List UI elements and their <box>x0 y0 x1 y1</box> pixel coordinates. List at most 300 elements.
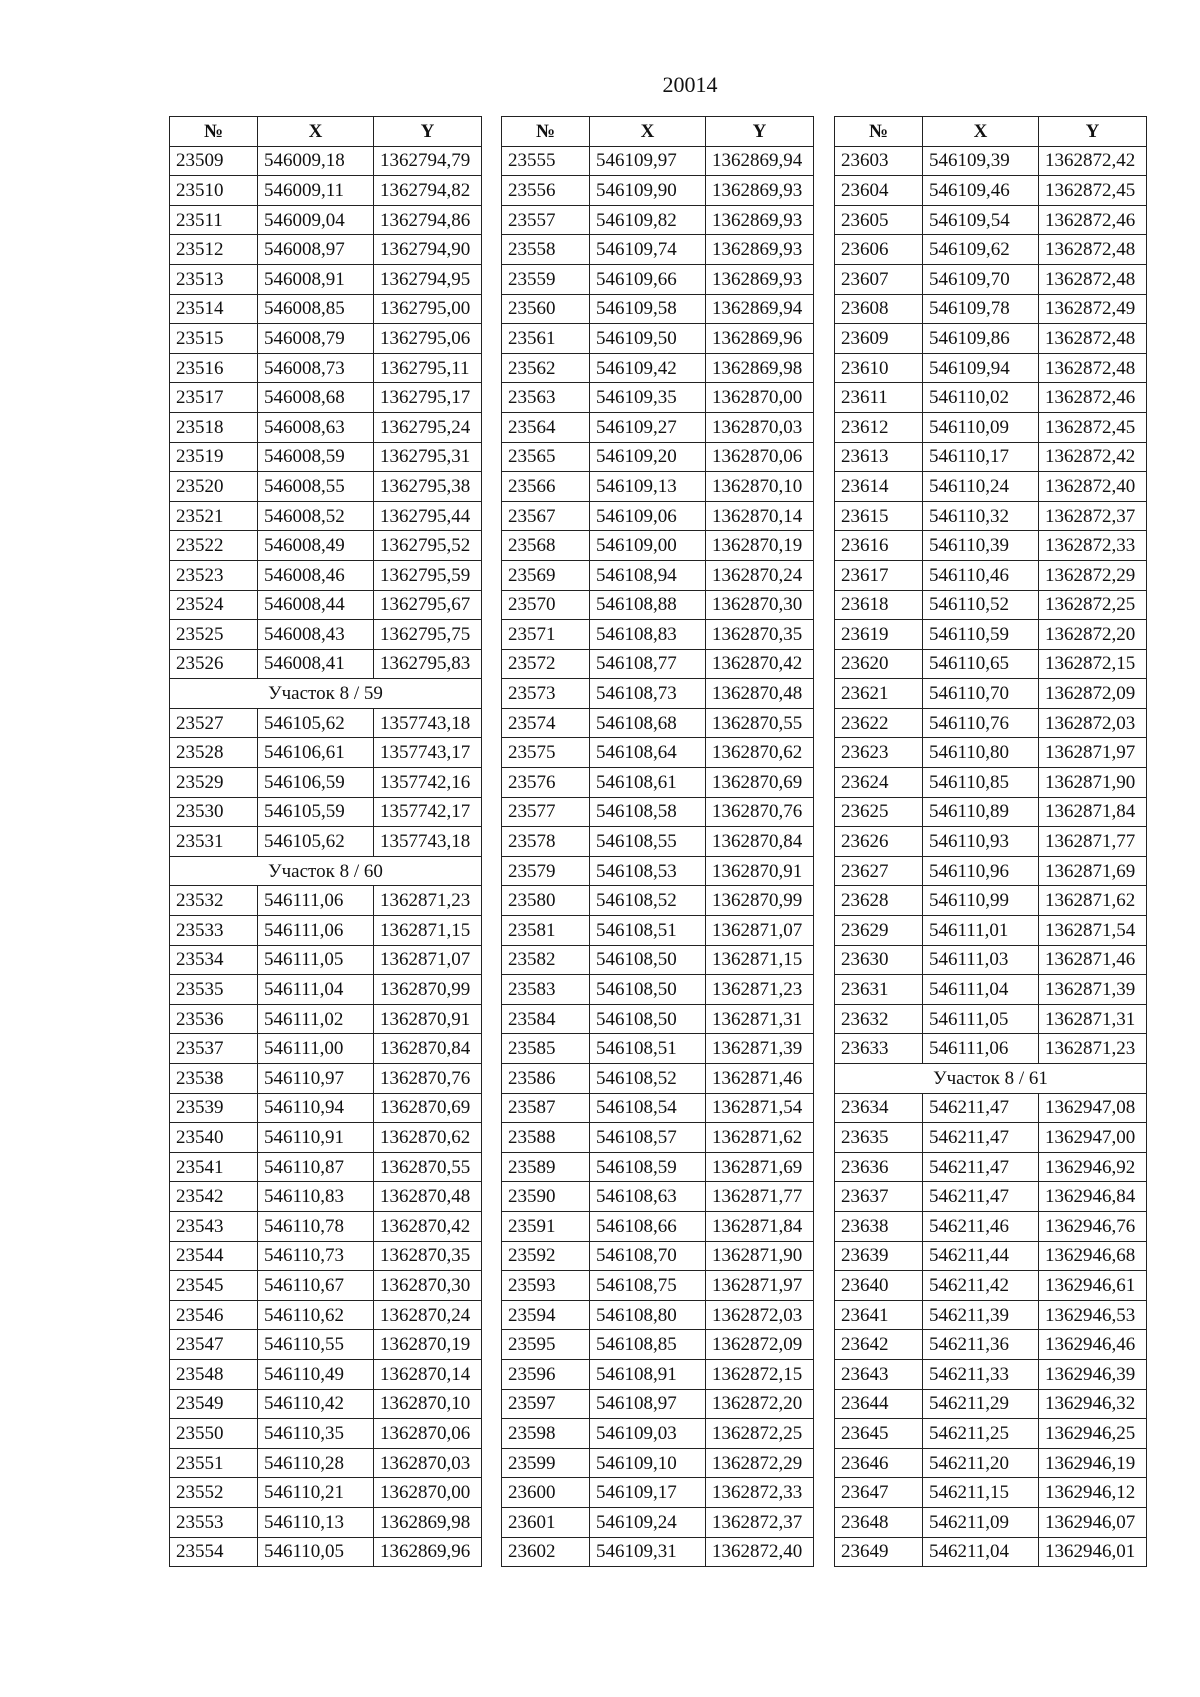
y-coordinate: 1362871,15 <box>706 945 814 975</box>
y-coordinate: 1362870,48 <box>706 679 814 709</box>
point-number: 23565 <box>502 442 590 472</box>
table-row <box>502 442 814 472</box>
x-coordinate: 546211,25 <box>923 1419 1039 1449</box>
table-row <box>502 235 814 265</box>
section-row <box>835 1064 1147 1094</box>
table-row <box>170 1182 482 1212</box>
point-number: 23642 <box>835 1330 923 1360</box>
point-number: 23517 <box>170 383 258 413</box>
x-coordinate: 546108,57 <box>590 1123 706 1153</box>
point-number: 23630 <box>835 945 923 975</box>
x-coordinate: 546110,99 <box>923 886 1039 916</box>
x-coordinate: 546108,50 <box>590 1004 706 1034</box>
y-coordinate: 1362869,98 <box>374 1507 482 1537</box>
x-coordinate: 546109,54 <box>923 205 1039 235</box>
y-coordinate: 1362872,48 <box>1039 324 1147 354</box>
y-coordinate: 1362870,62 <box>374 1123 482 1153</box>
y-coordinate: 1362872,09 <box>706 1330 814 1360</box>
table-row <box>502 1182 814 1212</box>
point-number: 23600 <box>502 1478 590 1508</box>
point-number: 23516 <box>170 353 258 383</box>
y-coordinate: 1362870,99 <box>374 975 482 1005</box>
point-number: 23555 <box>502 146 590 176</box>
table-row <box>835 797 1147 827</box>
x-coordinate: 546211,39 <box>923 1300 1039 1330</box>
x-coordinate: 546108,85 <box>590 1330 706 1360</box>
table-row <box>170 1152 482 1182</box>
point-number: 23558 <box>502 235 590 265</box>
table-row <box>170 886 482 916</box>
x-coordinate: 546111,01 <box>923 916 1039 946</box>
x-coordinate: 546110,70 <box>923 679 1039 709</box>
y-coordinate: 1362795,83 <box>374 649 482 679</box>
table-row <box>835 945 1147 975</box>
table-header-row <box>502 117 814 147</box>
y-coordinate: 1362870,48 <box>374 1182 482 1212</box>
y-coordinate: 1362869,93 <box>706 176 814 206</box>
table-row <box>835 856 1147 886</box>
table-row <box>170 442 482 472</box>
point-number: 23568 <box>502 531 590 561</box>
point-number: 23592 <box>502 1241 590 1271</box>
point-number: 23638 <box>835 1211 923 1241</box>
table-row <box>835 738 1147 768</box>
table-row <box>835 620 1147 650</box>
table-row <box>170 916 482 946</box>
y-coordinate: 1362872,48 <box>1039 264 1147 294</box>
point-number: 23541 <box>170 1152 258 1182</box>
y-coordinate: 1362947,00 <box>1039 1123 1147 1153</box>
x-coordinate: 546110,89 <box>923 797 1039 827</box>
x-coordinate: 546108,63 <box>590 1182 706 1212</box>
table-row <box>502 176 814 206</box>
y-coordinate: 1362946,84 <box>1039 1182 1147 1212</box>
point-number: 23532 <box>170 886 258 916</box>
x-coordinate: 546108,70 <box>590 1241 706 1271</box>
table-row <box>170 768 482 798</box>
table-row <box>170 975 482 1005</box>
point-number: 23580 <box>502 886 590 916</box>
point-number: 23584 <box>502 1004 590 1034</box>
point-number: 23514 <box>170 294 258 324</box>
x-coordinate: 546211,44 <box>923 1241 1039 1271</box>
x-coordinate: 546110,85 <box>923 768 1039 798</box>
point-number: 23610 <box>835 353 923 383</box>
section-title: Участок 8 / 59 <box>170 679 482 709</box>
table-row <box>502 205 814 235</box>
y-coordinate: 1362870,35 <box>706 620 814 650</box>
point-number: 23590 <box>502 1182 590 1212</box>
x-coordinate: 546211,47 <box>923 1093 1039 1123</box>
table-row <box>835 1211 1147 1241</box>
point-number: 23525 <box>170 620 258 650</box>
point-number: 23577 <box>502 797 590 827</box>
point-number: 23546 <box>170 1300 258 1330</box>
table-row <box>170 1211 482 1241</box>
x-coordinate: 546008,43 <box>258 620 374 650</box>
point-number: 23552 <box>170 1478 258 1508</box>
x-coordinate: 546111,04 <box>923 975 1039 1005</box>
x-coordinate: 546111,06 <box>258 916 374 946</box>
y-coordinate: 1362871,97 <box>706 1271 814 1301</box>
x-coordinate: 546110,76 <box>923 708 1039 738</box>
y-coordinate: 1362869,96 <box>706 324 814 354</box>
y-coordinate: 1357742,17 <box>374 797 482 827</box>
y-coordinate: 1362870,35 <box>374 1241 482 1271</box>
table-header-row <box>835 117 1147 147</box>
x-coordinate: 546008,68 <box>258 383 374 413</box>
table-row <box>502 1537 814 1567</box>
point-number: 23595 <box>502 1330 590 1360</box>
y-coordinate: 1362872,09 <box>1039 679 1147 709</box>
x-coordinate: 546110,55 <box>258 1330 374 1360</box>
x-coordinate: 546110,83 <box>258 1182 374 1212</box>
table-row <box>170 1034 482 1064</box>
point-number: 23641 <box>835 1300 923 1330</box>
point-number: 23538 <box>170 1064 258 1094</box>
table-row <box>170 1123 482 1153</box>
point-number: 23578 <box>502 827 590 857</box>
y-coordinate: 1362872,29 <box>706 1448 814 1478</box>
point-number: 23518 <box>170 412 258 442</box>
table-row <box>502 383 814 413</box>
point-number: 23523 <box>170 560 258 590</box>
point-number: 23648 <box>835 1507 923 1537</box>
table-row <box>170 1271 482 1301</box>
y-coordinate: 1362870,69 <box>706 768 814 798</box>
y-coordinate: 1362946,39 <box>1039 1359 1147 1389</box>
y-coordinate: 1362872,33 <box>1039 531 1147 561</box>
point-number: 23647 <box>835 1478 923 1508</box>
coordinates-table-3 <box>834 116 1147 1567</box>
point-number: 23557 <box>502 205 590 235</box>
table-row <box>835 1507 1147 1537</box>
table-row <box>835 1359 1147 1389</box>
y-coordinate: 1362870,10 <box>706 472 814 502</box>
x-coordinate: 546110,13 <box>258 1507 374 1537</box>
table-row <box>502 708 814 738</box>
x-coordinate: 546110,91 <box>258 1123 374 1153</box>
table-row <box>502 294 814 324</box>
point-number: 23591 <box>502 1211 590 1241</box>
table-row <box>170 1537 482 1567</box>
point-number: 23613 <box>835 442 923 472</box>
point-number: 23634 <box>835 1093 923 1123</box>
table-row <box>502 1093 814 1123</box>
x-coordinate: 546110,78 <box>258 1211 374 1241</box>
point-number: 23609 <box>835 324 923 354</box>
y-coordinate: 1362870,42 <box>706 649 814 679</box>
y-coordinate: 1362871,62 <box>706 1123 814 1153</box>
x-coordinate: 546109,27 <box>590 412 706 442</box>
header-x: X <box>923 117 1039 147</box>
x-coordinate: 546110,46 <box>923 560 1039 590</box>
x-coordinate: 546110,93 <box>923 827 1039 857</box>
y-coordinate: 1362871,31 <box>706 1004 814 1034</box>
y-coordinate: 1362870,00 <box>374 1478 482 1508</box>
y-coordinate: 1362795,75 <box>374 620 482 650</box>
x-coordinate: 546110,94 <box>258 1093 374 1123</box>
table-row <box>835 1123 1147 1153</box>
table-row <box>835 590 1147 620</box>
point-number: 23631 <box>835 975 923 1005</box>
point-number: 23528 <box>170 738 258 768</box>
point-number: 23603 <box>835 146 923 176</box>
table-row <box>835 886 1147 916</box>
table-row <box>835 353 1147 383</box>
y-coordinate: 1362872,25 <box>1039 590 1147 620</box>
table-row <box>502 1123 814 1153</box>
x-coordinate: 546108,50 <box>590 945 706 975</box>
point-number: 23616 <box>835 531 923 561</box>
table-row <box>835 1241 1147 1271</box>
point-number: 23556 <box>502 176 590 206</box>
table-row <box>502 324 814 354</box>
table-row <box>502 353 814 383</box>
section-row <box>170 856 482 886</box>
point-number: 23606 <box>835 235 923 265</box>
x-coordinate: 546108,50 <box>590 975 706 1005</box>
x-coordinate: 546211,29 <box>923 1389 1039 1419</box>
point-number: 23551 <box>170 1448 258 1478</box>
y-coordinate: 1362871,39 <box>1039 975 1147 1005</box>
point-number: 23510 <box>170 176 258 206</box>
x-coordinate: 546211,20 <box>923 1448 1039 1478</box>
y-coordinate: 1362869,93 <box>706 264 814 294</box>
point-number: 23535 <box>170 975 258 1005</box>
table-row <box>502 1034 814 1064</box>
table-row <box>835 1004 1147 1034</box>
point-number: 23607 <box>835 264 923 294</box>
y-coordinate: 1362871,69 <box>706 1152 814 1182</box>
y-coordinate: 1362872,45 <box>1039 412 1147 442</box>
x-coordinate: 546109,97 <box>590 146 706 176</box>
x-coordinate: 546108,91 <box>590 1359 706 1389</box>
table-row <box>835 176 1147 206</box>
x-coordinate: 546110,35 <box>258 1419 374 1449</box>
table-row <box>502 679 814 709</box>
x-coordinate: 546109,24 <box>590 1507 706 1537</box>
y-coordinate: 1362795,31 <box>374 442 482 472</box>
y-coordinate: 1362869,94 <box>706 146 814 176</box>
y-coordinate: 1362871,23 <box>1039 1034 1147 1064</box>
y-coordinate: 1362872,20 <box>706 1389 814 1419</box>
table-row <box>502 1330 814 1360</box>
table-row <box>170 146 482 176</box>
table-row <box>502 916 814 946</box>
point-number: 23524 <box>170 590 258 620</box>
y-coordinate: 1362946,25 <box>1039 1419 1147 1449</box>
table-row <box>502 560 814 590</box>
table-row <box>170 945 482 975</box>
x-coordinate: 546109,35 <box>590 383 706 413</box>
x-coordinate: 546110,73 <box>258 1241 374 1271</box>
point-number: 23536 <box>170 1004 258 1034</box>
point-number: 23549 <box>170 1389 258 1419</box>
point-number: 23611 <box>835 383 923 413</box>
point-number: 23511 <box>170 205 258 235</box>
y-coordinate: 1362872,37 <box>1039 501 1147 531</box>
point-number: 23585 <box>502 1034 590 1064</box>
point-number: 23620 <box>835 649 923 679</box>
x-coordinate: 546110,52 <box>923 590 1039 620</box>
x-coordinate: 546108,53 <box>590 856 706 886</box>
y-coordinate: 1362795,59 <box>374 560 482 590</box>
point-number: 23629 <box>835 916 923 946</box>
table-row <box>502 738 814 768</box>
y-coordinate: 1362871,77 <box>706 1182 814 1212</box>
point-number: 23599 <box>502 1448 590 1478</box>
point-number: 23567 <box>502 501 590 531</box>
y-coordinate: 1362872,03 <box>1039 708 1147 738</box>
point-number: 23548 <box>170 1359 258 1389</box>
y-coordinate: 1362870,06 <box>706 442 814 472</box>
table-row <box>170 235 482 265</box>
x-coordinate: 546108,51 <box>590 1034 706 1064</box>
x-coordinate: 546110,87 <box>258 1152 374 1182</box>
point-number: 23645 <box>835 1419 923 1449</box>
x-coordinate: 546108,80 <box>590 1300 706 1330</box>
y-coordinate: 1362871,07 <box>374 945 482 975</box>
point-number: 23566 <box>502 472 590 502</box>
table-row <box>835 1448 1147 1478</box>
table-row <box>170 1359 482 1389</box>
x-coordinate: 546109,17 <box>590 1478 706 1508</box>
point-number: 23569 <box>502 560 590 590</box>
table-row <box>502 1064 814 1094</box>
x-coordinate: 546111,04 <box>258 975 374 1005</box>
y-coordinate: 1362869,96 <box>374 1537 482 1567</box>
point-number: 23604 <box>835 176 923 206</box>
x-coordinate: 546105,62 <box>258 708 374 738</box>
y-coordinate: 1362870,55 <box>374 1152 482 1182</box>
x-coordinate: 546109,42 <box>590 353 706 383</box>
y-coordinate: 1362794,79 <box>374 146 482 176</box>
y-coordinate: 1362870,14 <box>706 501 814 531</box>
x-coordinate: 546108,51 <box>590 916 706 946</box>
point-number: 23571 <box>502 620 590 650</box>
table-row <box>170 1064 482 1094</box>
x-coordinate: 546109,00 <box>590 531 706 561</box>
point-number: 23570 <box>502 590 590 620</box>
y-coordinate: 1362870,84 <box>374 1034 482 1064</box>
point-number: 23605 <box>835 205 923 235</box>
point-number: 23618 <box>835 590 923 620</box>
table-row <box>502 1300 814 1330</box>
x-coordinate: 546109,70 <box>923 264 1039 294</box>
table-row <box>170 294 482 324</box>
x-coordinate: 546008,41 <box>258 649 374 679</box>
y-coordinate: 1362870,24 <box>706 560 814 590</box>
table-row <box>835 412 1147 442</box>
table-row <box>835 1478 1147 1508</box>
table-row <box>835 916 1147 946</box>
table-row <box>170 1241 482 1271</box>
x-coordinate: 546110,24 <box>923 472 1039 502</box>
table-row <box>502 1448 814 1478</box>
point-number: 23533 <box>170 916 258 946</box>
y-coordinate: 1362872,42 <box>1039 146 1147 176</box>
point-number: 23547 <box>170 1330 258 1360</box>
y-coordinate: 1362872,25 <box>706 1419 814 1449</box>
x-coordinate: 546008,63 <box>258 412 374 442</box>
point-number: 23554 <box>170 1537 258 1567</box>
x-coordinate: 546109,82 <box>590 205 706 235</box>
y-coordinate: 1362870,76 <box>706 797 814 827</box>
point-number: 23543 <box>170 1211 258 1241</box>
point-number: 23515 <box>170 324 258 354</box>
table-row <box>835 146 1147 176</box>
x-coordinate: 546109,20 <box>590 442 706 472</box>
y-coordinate: 1362870,55 <box>706 708 814 738</box>
x-coordinate: 546009,11 <box>258 176 374 206</box>
point-number: 23579 <box>502 856 590 886</box>
point-number: 23639 <box>835 1241 923 1271</box>
point-number: 23587 <box>502 1093 590 1123</box>
point-number: 23509 <box>170 146 258 176</box>
x-coordinate: 546110,17 <box>923 442 1039 472</box>
table-row <box>835 827 1147 857</box>
x-coordinate: 546110,62 <box>258 1300 374 1330</box>
y-coordinate: 1362869,93 <box>706 205 814 235</box>
coordinates-table-2 <box>501 116 814 1567</box>
x-coordinate: 546110,42 <box>258 1389 374 1419</box>
x-coordinate: 546108,61 <box>590 768 706 798</box>
table-row <box>835 1389 1147 1419</box>
y-coordinate: 1362946,12 <box>1039 1478 1147 1508</box>
y-coordinate: 1362872,40 <box>706 1537 814 1567</box>
point-number: 23563 <box>502 383 590 413</box>
table-row <box>502 945 814 975</box>
point-number: 23624 <box>835 768 923 798</box>
x-coordinate: 546108,77 <box>590 649 706 679</box>
x-coordinate: 546008,73 <box>258 353 374 383</box>
x-coordinate: 546110,96 <box>923 856 1039 886</box>
table-row <box>835 1093 1147 1123</box>
table-row <box>502 1389 814 1419</box>
y-coordinate: 1362795,11 <box>374 353 482 383</box>
y-coordinate: 1362872,48 <box>1039 235 1147 265</box>
y-coordinate: 1362870,06 <box>374 1419 482 1449</box>
point-number: 23627 <box>835 856 923 886</box>
x-coordinate: 546211,09 <box>923 1507 1039 1537</box>
y-coordinate: 1362794,82 <box>374 176 482 206</box>
y-coordinate: 1362870,84 <box>706 827 814 857</box>
y-coordinate: 1362795,44 <box>374 501 482 531</box>
x-coordinate: 546108,52 <box>590 886 706 916</box>
y-coordinate: 1362871,54 <box>1039 916 1147 946</box>
table-row <box>170 472 482 502</box>
table-row <box>835 1419 1147 1449</box>
point-number: 23601 <box>502 1507 590 1537</box>
y-coordinate: 1362870,91 <box>374 1004 482 1034</box>
x-coordinate: 546211,36 <box>923 1330 1039 1360</box>
y-coordinate: 1362871,84 <box>1039 797 1147 827</box>
y-coordinate: 1362869,98 <box>706 353 814 383</box>
section-title: Участок 8 / 60 <box>170 856 482 886</box>
header-x: X <box>590 117 706 147</box>
point-number: 23539 <box>170 1093 258 1123</box>
y-coordinate: 1362795,24 <box>374 412 482 442</box>
table-row <box>835 1034 1147 1064</box>
table-row <box>835 1152 1147 1182</box>
table-row <box>502 768 814 798</box>
point-number: 23526 <box>170 649 258 679</box>
point-number: 23519 <box>170 442 258 472</box>
x-coordinate: 546109,94 <box>923 353 1039 383</box>
x-coordinate: 546109,86 <box>923 324 1039 354</box>
point-number: 23512 <box>170 235 258 265</box>
